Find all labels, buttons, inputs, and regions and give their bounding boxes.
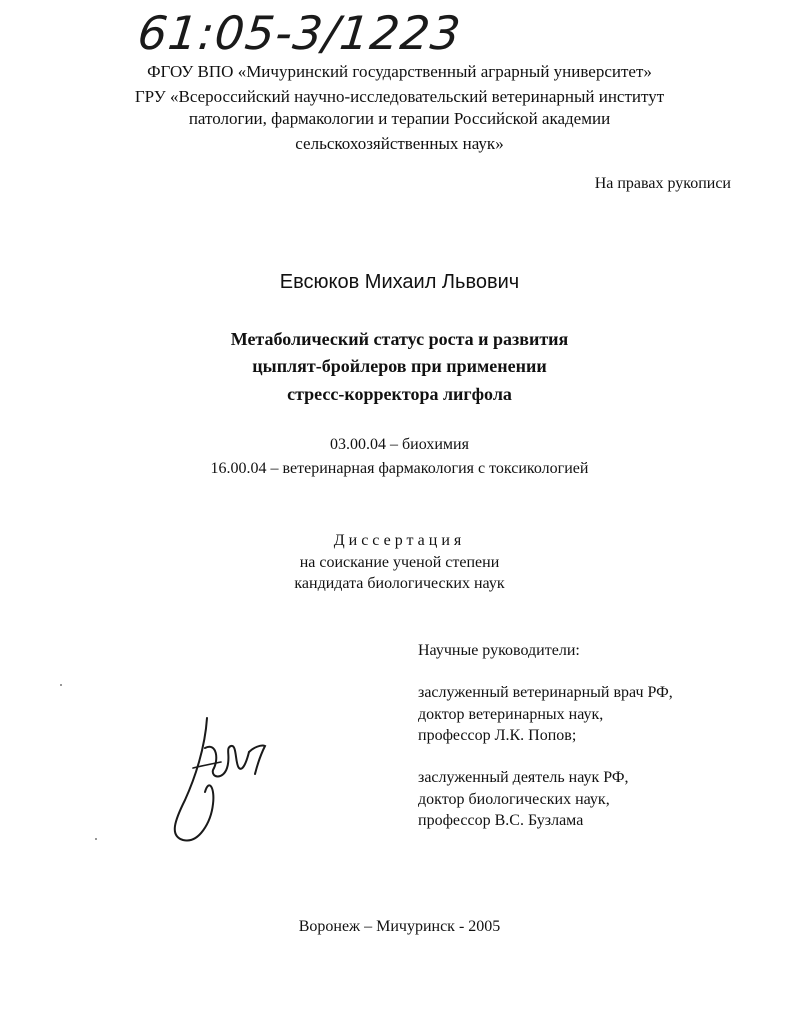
supervisor-1-line-3: профессор Л.К. Попов; <box>418 727 577 744</box>
supervisors-heading: Научные руководители: <box>418 642 580 659</box>
scan-speck <box>60 684 62 686</box>
organization-line-3: патологии, фармакологии и терапии Российской академии <box>188 109 611 128</box>
title-line-1: Метаболический статус роста и развития <box>230 329 569 349</box>
specialty-line-1: 03.00.04 – биохимия <box>330 436 469 453</box>
supervisor-1-line-2: доктор ветеринарных наук, <box>418 706 604 723</box>
supervisor-2-line-1: заслуженный деятель наук РФ, <box>418 769 629 786</box>
archive-number: 61:05-3/1223 <box>135 6 464 60</box>
organization-line-2: ГРУ «Всероссийский научно-исследовательский ветеринарный институт <box>134 87 665 106</box>
city-year: Воронеж – Мичуринск - 2005 <box>298 918 501 935</box>
rights-note: На правах рукописи <box>594 175 731 192</box>
scan-speck <box>95 838 97 840</box>
specialty-line-2: 16.00.04 – ветеринарная фармакология с токсикологией <box>210 460 589 477</box>
supervisor-1-line-1: заслуженный ветеринарный врач РФ, <box>418 684 673 701</box>
author-name: Евсюков Михаил Львович <box>279 271 520 293</box>
signature <box>165 708 280 848</box>
title-line-2: цыплят-бройлеров при применении <box>252 356 547 376</box>
dissertation-line-2: кандидата биологических наук <box>294 575 505 592</box>
organization-line-4: сельскохозяйственных наук» <box>295 134 504 153</box>
title-line-3: стресс-корректора лигфола <box>287 384 512 404</box>
supervisor-2-line-2: доктор биологических наук, <box>418 791 610 808</box>
dissertation-line-1: на соискание ученой степени <box>299 554 500 571</box>
dissertation-label: Диссертация <box>333 532 466 549</box>
supervisor-2-line-3: профессор В.С. Бузлама <box>418 812 584 829</box>
organization-line-1: ФГОУ ВПО «Мичуринский государственный аграрный университет» <box>147 62 652 81</box>
